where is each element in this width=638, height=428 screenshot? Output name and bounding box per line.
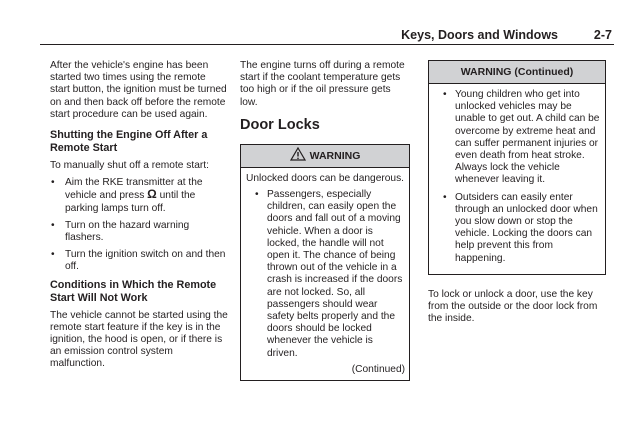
warning-item: • Outsiders can easily enter through an unlocked door when you slow down or stop the vehicle. Locking the doors can help prevent this from happening. — [434, 192, 601, 265]
warning-item: • Passengers, especially children, can easily open the doors and fall out of a moving vehicle. When a door is locked, the handle will not open it. The chance of being thrown out of the vehicle in a crash is increased if the doors are not locked. So, all passengers should wear safety belts properly and the doors should be locked whenever the vehicle is driven. — [246, 189, 405, 360]
shutoff-step-text-end: until the parking lamps turn off. — [65, 190, 196, 214]
warning-item: • Young children who get into unlocked vehicles may be unable to get out. A child can be overcome by extreme heat and can suffer permanent injuries or even death from heat stroke. Always lock the vehicle whenever leaving it. — [434, 89, 601, 187]
shutoff-heading: Shutting the Engine Off After a Remote Start — [50, 129, 208, 155]
shutoff-steps — [50, 177, 228, 273]
lock-instructions: To lock or unlock a door, use the key from the outside or the door lock from the inside. — [428, 288, 598, 325]
warning-title: WARNING — [309, 149, 361, 162]
warning-continued-header: WARNING (Continued) — [429, 61, 605, 84]
column-right — [428, 60, 606, 333]
warning-body — [241, 168, 409, 380]
warning-continued-box — [428, 60, 606, 275]
door-locks-heading: Door Locks — [240, 116, 320, 133]
continued-label: (Continued) — [351, 363, 405, 375]
remote-start-intro: After the vehicle's engine has been started two times using the remote start button, the ignition must be turned on and then back off before the remote start procedure can be used again. — [50, 60, 227, 120]
shutoff-step-text-start: Aim the RKE transmitter at the vehicle and press — [65, 177, 203, 202]
shutoff-step: • Turn on the hazard warning flashers. — [50, 220, 228, 244]
shutoff-intro: To manually shut off a remote start: — [50, 160, 209, 172]
warning-triangle-icon — [290, 147, 306, 161]
page-header — [0, 0, 638, 45]
warning-header — [241, 145, 409, 168]
column-left — [50, 60, 228, 379]
shutoff-step: • Turn the ignition switch on and then off. — [50, 249, 228, 273]
coolant-text: The engine turns off during a remote start if the coolant temperature gets too high or if the oil pressure gets low. — [240, 60, 405, 108]
remote-start-button-icon: Ω — [147, 187, 157, 202]
warning-continued-list — [434, 89, 601, 265]
warning-intro: Unlocked doors can be dangerous. — [246, 172, 405, 184]
conditions-text: The vehicle cannot be started using the remote start feature if the key is in the ignition, the hood is open, or if there is an emission control system malfunction. — [50, 309, 228, 370]
conditions-heading: Conditions in Which the Remote Start Will Not Work — [50, 278, 217, 304]
shutoff-step — [50, 177, 228, 215]
header-rule — [40, 44, 614, 45]
section-title: Keys, Doors and Windows — [401, 28, 558, 42]
column-middle — [240, 60, 410, 381]
warning-list — [246, 189, 405, 360]
page-number: 2-7 — [593, 28, 612, 42]
warning-box — [240, 144, 410, 381]
warning-continued-body — [429, 84, 605, 274]
